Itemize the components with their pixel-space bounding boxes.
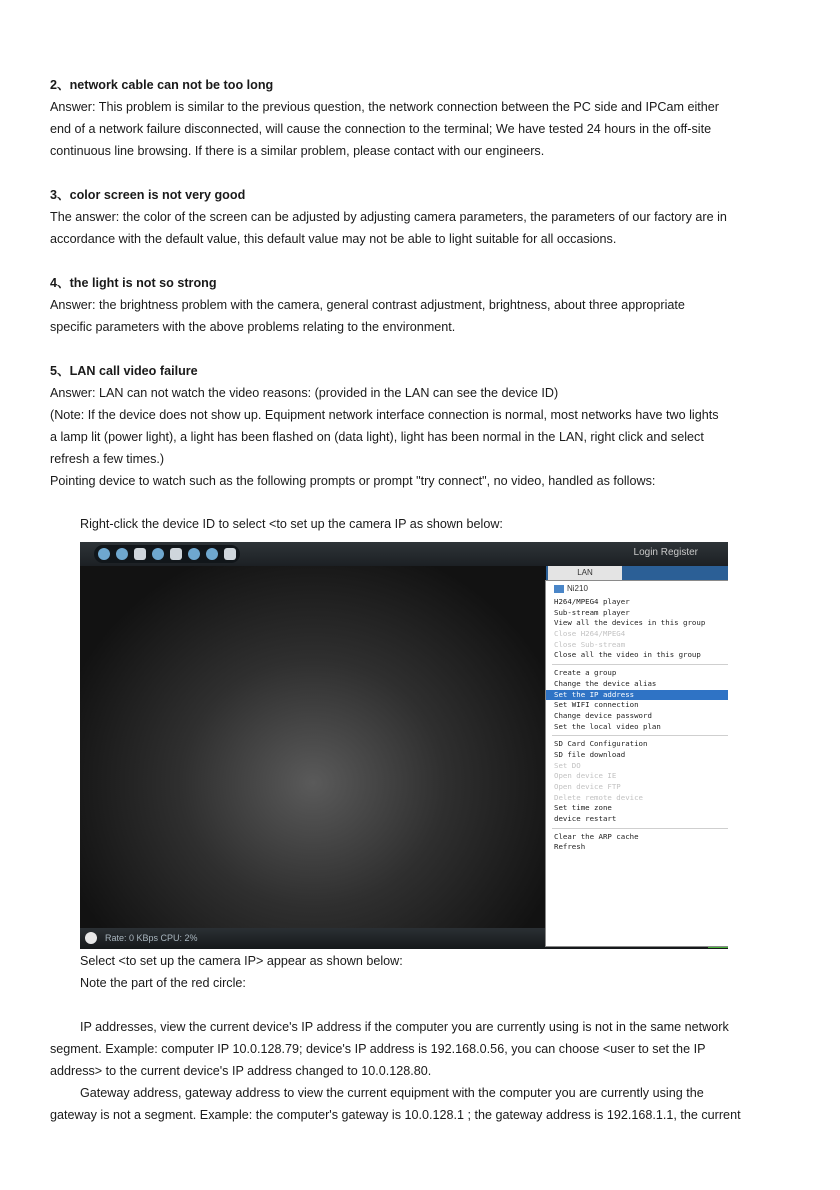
- menu-item: Close Sub-stream: [554, 639, 626, 649]
- toolbar: [80, 542, 728, 566]
- text-line: accordance with the default value, this default value may not be able to light suitable for all occasions.: [50, 232, 617, 246]
- text-line: Right-click the device ID to select <to set up the camera IP as shown below:: [80, 517, 503, 531]
- text-line: Gateway address, gateway address to view the current equipment with the computer you are currently using the: [80, 1086, 704, 1100]
- device-name: Ni210: [567, 584, 588, 593]
- text-line: IP addresses, view the current device's IP address if the computer you are currently using is not in the same network: [80, 1020, 729, 1034]
- menu-item[interactable]: Set the IP address: [546, 690, 728, 701]
- camera-icon: [554, 585, 564, 593]
- info-icon: [85, 932, 97, 944]
- menu-item[interactable]: View all the devices in this group: [554, 618, 706, 628]
- text-line: Answer: LAN can not watch the video reasons: (provided in the LAN can see the device ID): [50, 386, 559, 400]
- para-ip: [50, 1016, 790, 1082]
- menu-item: Open device FTP: [554, 782, 621, 791]
- menu-item[interactable]: H264/MPEG4 player: [554, 597, 630, 606]
- menu-item[interactable]: Close all the video in this group: [554, 650, 701, 660]
- menu-item[interactable]: Set WIFI connection: [554, 700, 639, 710]
- section-heading: 3、color screen is not very good: [50, 188, 246, 202]
- menu-item[interactable]: Clear the ARP cache: [554, 831, 639, 841]
- text-line: The answer: the color of the screen can be adjusted by adjusting camera parameters, the parameters of our factory are in: [50, 210, 727, 224]
- context-menu: [545, 580, 728, 947]
- para-gateway: [50, 1082, 790, 1126]
- menu-item[interactable]: Set time zone: [554, 803, 612, 813]
- menu-item: Close H264/MPEG4: [554, 629, 626, 639]
- tab-lan[interactable]: LAN: [548, 566, 622, 580]
- text-line: segment. Example: computer IP 10.0.128.79; device's IP address is 192.168.0.56, you can choose <user to set the IP: [50, 1042, 706, 1056]
- device-row[interactable]: [546, 581, 728, 597]
- text-line: Answer: the brightness problem with the camera, general contrast adjustment, brightness, about three appropriate: [50, 298, 685, 312]
- menu-item[interactable]: Set the local video plan: [554, 721, 661, 731]
- menu-separator: [552, 664, 728, 665]
- text-line: refresh a few times.): [50, 452, 165, 466]
- status-text: Rate: 0 KBps CPU: 2%: [105, 933, 198, 943]
- text-line: Pointing device to watch such as the following prompts or prompt "try connect", no video, handled as follows:: [50, 474, 656, 488]
- text-line: end of a network failure disconnected, will cause the connection to the terminal; We have tested 24 hours in the off-site: [50, 122, 712, 136]
- menu-item[interactable]: SD file download: [554, 749, 626, 759]
- toolbar-icons: [94, 545, 240, 563]
- section-3: [50, 184, 790, 250]
- section-heading: 4、the light is not so strong: [50, 276, 217, 290]
- menu-item[interactable]: Change the device alias: [554, 678, 657, 688]
- menu-item[interactable]: Change device password: [554, 710, 652, 720]
- menu-item[interactable]: Sub-stream player: [554, 607, 630, 617]
- text-line: a lamp lit (power light), a light has been flashed on (data light), light has been normal in the LAN, right click and select: [50, 430, 704, 444]
- help-icon[interactable]: [206, 548, 218, 560]
- software-screenshot: [80, 542, 728, 949]
- layout-icon[interactable]: [98, 548, 110, 560]
- login-register-link[interactable]: Login Register: [633, 547, 698, 558]
- menu-item: Set DO: [554, 760, 581, 770]
- figure-intro: [50, 513, 820, 535]
- section-4: [50, 272, 790, 338]
- monitor-icon[interactable]: [188, 548, 200, 560]
- menu-separator: [552, 828, 728, 829]
- menu-separator: [552, 735, 728, 736]
- text-line: Answer: This problem is similar to the previous question, the network connection between the PC side and IPCam either: [50, 100, 719, 114]
- menu-item: Delete remote device: [554, 792, 643, 802]
- record-icon[interactable]: [152, 548, 164, 560]
- text-line: address> to the current device's IP address changed to 10.0.128.80.: [50, 1064, 432, 1078]
- section-5: [50, 360, 790, 492]
- menu-item[interactable]: Create a group: [554, 668, 617, 678]
- section-heading: 2、network cable can not be too long: [50, 78, 274, 92]
- text-line: Select <to set up the camera IP> appear as shown below:: [80, 954, 403, 968]
- lock-icon[interactable]: [170, 548, 182, 560]
- text-line: continuous line browsing. If there is a similar problem, please contact with our engineers.: [50, 144, 545, 158]
- alert-icon[interactable]: [224, 548, 236, 560]
- menu-item[interactable]: device restart: [554, 814, 617, 824]
- snapshot-icon[interactable]: [134, 548, 146, 560]
- menu-item[interactable]: SD Card Configuration: [554, 739, 648, 749]
- after-figure: [50, 950, 820, 994]
- text-line: specific parameters with the above problems relating to the environment.: [50, 320, 456, 334]
- section-2: [50, 74, 790, 162]
- video-area[interactable]: [80, 566, 546, 928]
- menu-item[interactable]: Refresh: [554, 842, 586, 852]
- text-line: (Note: If the device does not show up. Equipment network interface connection is normal, most networks have two lights: [50, 408, 719, 422]
- settings-icon[interactable]: [116, 548, 128, 560]
- menu-item: Open device IE: [554, 771, 617, 781]
- text-line: Note the part of the red circle:: [80, 976, 246, 990]
- section-heading: 5、LAN call video failure: [50, 364, 198, 378]
- text-line: gateway is not a segment. Example: the computer's gateway is 10.0.128.1 ; the gateway address is 192.168.1.1, the current: [50, 1108, 741, 1122]
